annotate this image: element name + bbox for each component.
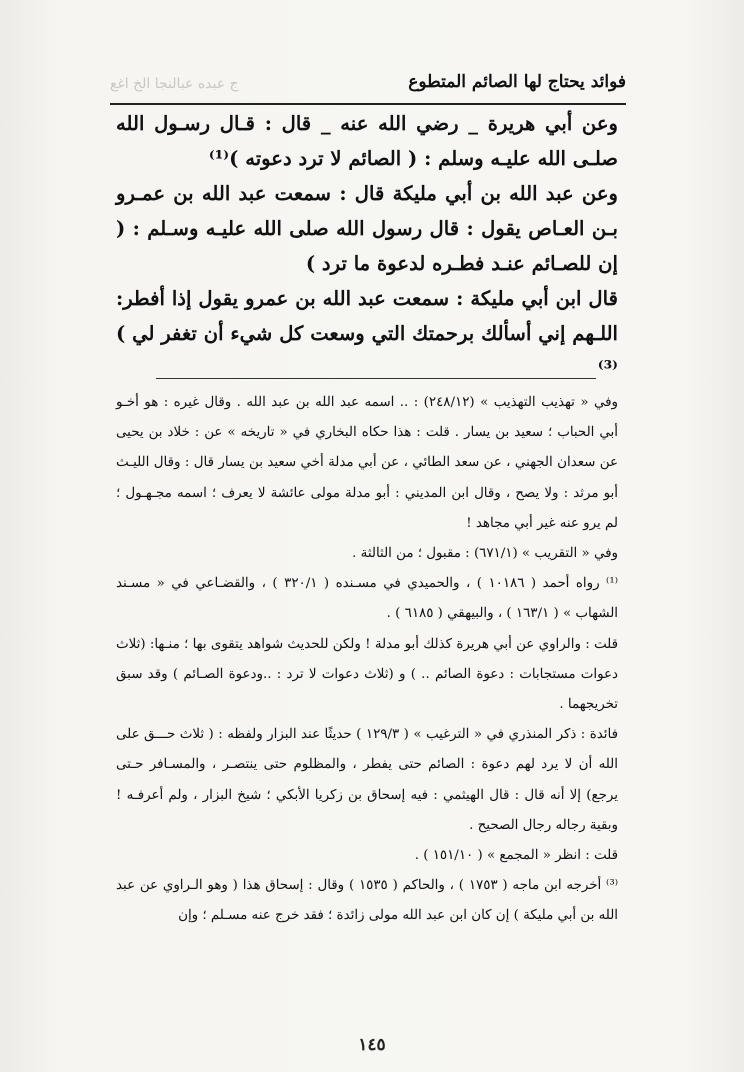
bleed-through-text: ج عبده عبالنجا الخ اغع	[110, 76, 239, 92]
footnote-paragraph: قلت : والراوي عن أبي هريرة كذلك أبو مدلة ! ولكن للحديث شواهد يتقوى بها ؛ منـها: (ثلاث دعوات مستجابات : دعوة الصائم .. ) و (ثلاث دعوات لا ترد : ..ودعوة الصـائم ) وقد سبق تخريجهما .	[116, 636, 618, 713]
running-header-title: فوائد يحتاج لها الصائم المتطوع	[408, 72, 626, 92]
hadith-abu-hurayra: وعن أبي هريرة _ رضي الله عنه _ قال : قـال رسـول الله صلـى الله عليـه وسلم : ( الصائم لا ترد دعوته )⁽¹⁾	[116, 112, 618, 170]
footnote-1: ⁽¹⁾ رواه أحمد ( ١٠١٨٦ ) ، والحميدي في مسـنده ( ٣٢٠/١ ) ، والقضـاعي في « مسـند الشهاب » ( ١٦٣/١ ) ، والبيهقي ( ٦١٨٥ ) .	[116, 576, 618, 622]
main-text	[116, 106, 618, 386]
footnote-paragraph: وفي « تهذيب التهذيب » (٢٤٨/١٢) : .. اسمه عبد الله بن عبد الله . وقال غيره : هو أخـو أبي الحباب ؛ سعيد بن يسار . قلت : هذا حكاه البخاري في « تاريخه » عن : خلاد بن يحيى عن سعدان الجهني ، عن سعد الطائي ، عن أبي مدلة أخي سعيد بن يسار قال : وقال الليـث أبو مرثد : ولا يصح ، وقال ابن المديني : أبو مدلة مولى عائشة لا يعرف ؛ اسمه مجـهـول ؛ لم يرو عنه غير أبي مجاهد !	[116, 395, 618, 531]
footnotes	[116, 388, 618, 932]
running-header	[110, 72, 626, 92]
hadith-ibn-amr: وعن عبد الله بن أبي مليكة قال : سمعت عبد الله بن عمـرو بـن العـاص يقول : قال رسول الله صلى الله عليـه وسـلم : ( إن للصـائم عنـد فطـره لدعوة ما ترد )	[116, 182, 618, 275]
header-rule	[110, 103, 626, 105]
footnote-3: ⁽³⁾ أخرجه ابن ماجه ( ١٧٥٣ ) ، والحاكم ( ١٥٣٥ ) وقال : إسحاق هذا ( وهو الـراوي عن عبد الله بن أبي مليكة ) إن كان ابن عبد الله مولى زائدة ؛ فقد خرج عنه مسـلم ؛ وإن	[116, 878, 618, 924]
page-number: ١٤٥	[358, 1035, 386, 1055]
footnote-paragraph: وفي « التقريب » (٦٧١/١) : مقبول ؛ من الثالثة .	[352, 546, 618, 562]
footnote-paragraph: قلت : انظر « المجمع » ( ١٥١/١٠ ) .	[414, 848, 618, 864]
footnote-paragraph: فائدة : ذكر المنذري في « الترغيب » ( ١٢٩/٣ ) حديثًا عند البزار ولفظه : ( ثلاث حـــق على الله أن لا يرد لهم دعوة : الصائم حتى يفطر ، والمظلوم حتى ينتصـر ، والمسـافر حـتى يرجع) إلا أنه قال : قال الهيثمي : فيه إسحاق بن زكريا الأبكي ؛ شيخ البزار ، ولم أعرفـه ! وبقية رجاله رجال الصحيح .	[116, 727, 619, 833]
iftar-supplication: قال ابن أبي مليكة : سمعت عبد الله بن عمرو يقول إذا أفطر: اللـهم إني أسألك برحمتك التي وسعت كل شيء أن تغفر لي )⁽³⁾	[116, 287, 618, 380]
footnote-separator	[156, 378, 596, 379]
